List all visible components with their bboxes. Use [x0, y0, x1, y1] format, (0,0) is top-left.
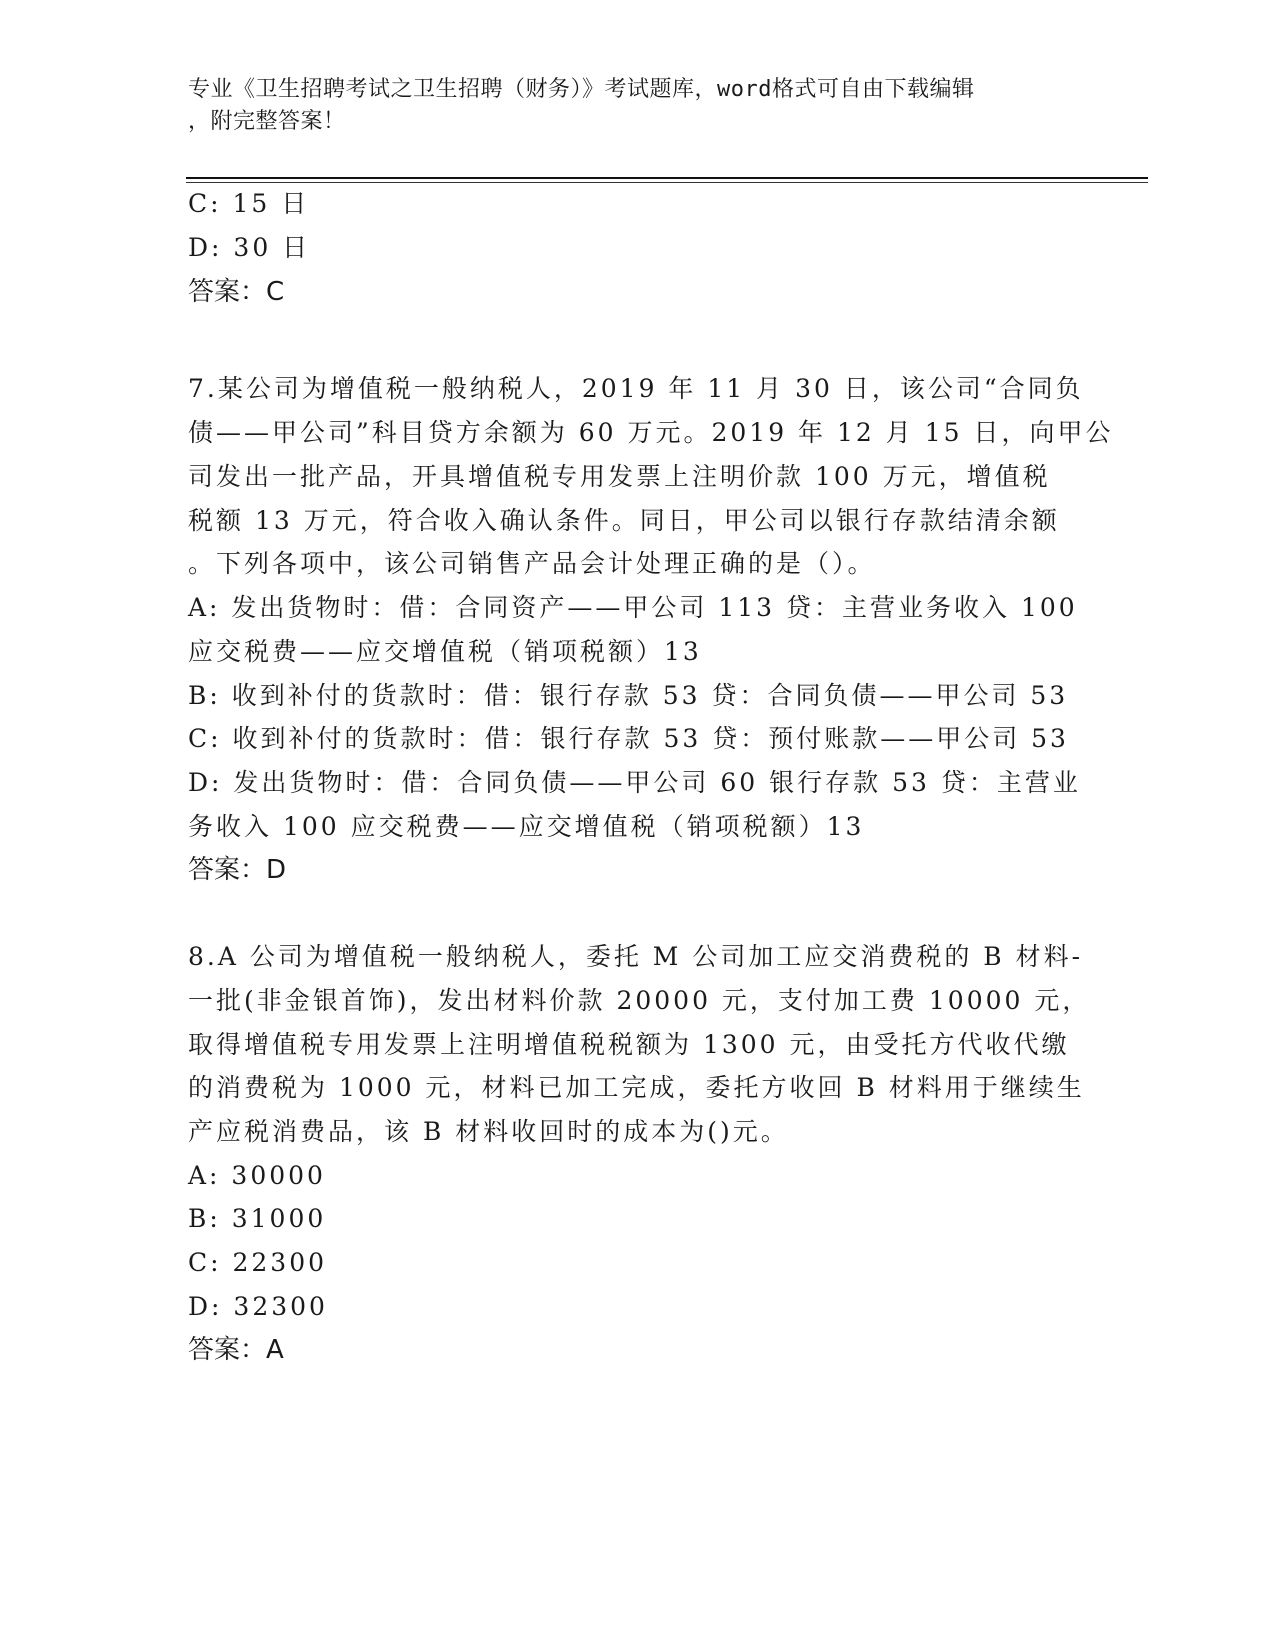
q8-stem-line-2: 一批(非金银首饰)，发出材料价款 20000 元，支付加工费 10000 元， — [188, 986, 1091, 1015]
header-line-1: 专业《卫生招聘考试之卫生招聘（财务）》考试题库，word格式可自由下载编辑 — [188, 77, 975, 102]
q7-stem-line-1: 7.某公司为增值税一般纳税人，2019 年 11 月 30 日，该公司“合同负 — [188, 374, 1084, 403]
q7-option-c: C: 收到补付的货款时：借：银行存款 53 贷：预付账款——甲公司 53 — [188, 724, 1069, 753]
q7-option-a-line-2: 应交税费——应交增值税（销项税额）13 — [188, 637, 702, 666]
q7-stem-line-3: 司发出一批产品，开具增值税专用发票上注明价款 100 万元，增值税 — [188, 462, 1051, 491]
document-header — [188, 74, 1088, 138]
header-divider-thin — [186, 182, 1148, 183]
q8-stem-line-4: 的消费税为 1000 元，材料已加工完成，委托方收回 B 材料用于继续生 — [188, 1073, 1085, 1102]
header-line-2: ，附完整答案！ — [188, 109, 346, 134]
q8-stem-line-3: 取得增值税专用发票上注明增值税税额为 1300 元，由受托方代收代缴 — [188, 1030, 1070, 1059]
q7-option-a-line-1: A: 发出货物时：借：合同资产——甲公司 113 贷：主营业务收入 100 — [188, 593, 1078, 622]
q7-option-d-line-1: D: 发出货物时：借：合同负债——甲公司 60 银行存款 53 贷：主营业 — [188, 768, 1081, 797]
q7-stem-line-5: 。下列各项中，该公司销售产品会计处理正确的是（）。 — [188, 549, 876, 578]
prev-answer: 答案：C — [188, 277, 285, 307]
q7-option-d-line-2: 务收入 100 应交税费——应交增值税（销项税额）13 — [188, 812, 865, 841]
q7-stem-line-2: 债——甲公司”科目贷方余额为 60 万元。2019 年 12 月 15 日，向甲公 — [188, 418, 1114, 447]
q7-stem-line-4: 税额 13 万元，符合收入确认条件。同日，甲公司以银行存款结清余额 — [188, 506, 1060, 535]
prev-option-d: D: 30 日 — [188, 233, 311, 262]
q8-answer: 答案：A — [188, 1335, 284, 1365]
q7-answer: 答案：D — [188, 855, 287, 885]
q8-option-c: C: 22300 — [188, 1248, 328, 1277]
q8-option-b: B: 31000 — [188, 1204, 327, 1233]
q8-stem-line-5: 产应税消费品，该 B 材料收回时的成本为()元。 — [188, 1117, 789, 1146]
q8-option-d: D: 32300 — [188, 1292, 328, 1321]
q7-option-b: B: 收到补付的货款时：借：银行存款 53 贷：合同负债——甲公司 53 — [188, 681, 1069, 710]
q8-stem-line-1: 8.A 公司为增值税一般纳税人，委托 M 公司加工应交消费税的 B 材料- — [188, 942, 1084, 971]
q8-option-a: A: 30000 — [188, 1161, 326, 1190]
header-divider-thick — [186, 177, 1148, 179]
prev-option-c: C: 15 日 — [188, 189, 310, 218]
